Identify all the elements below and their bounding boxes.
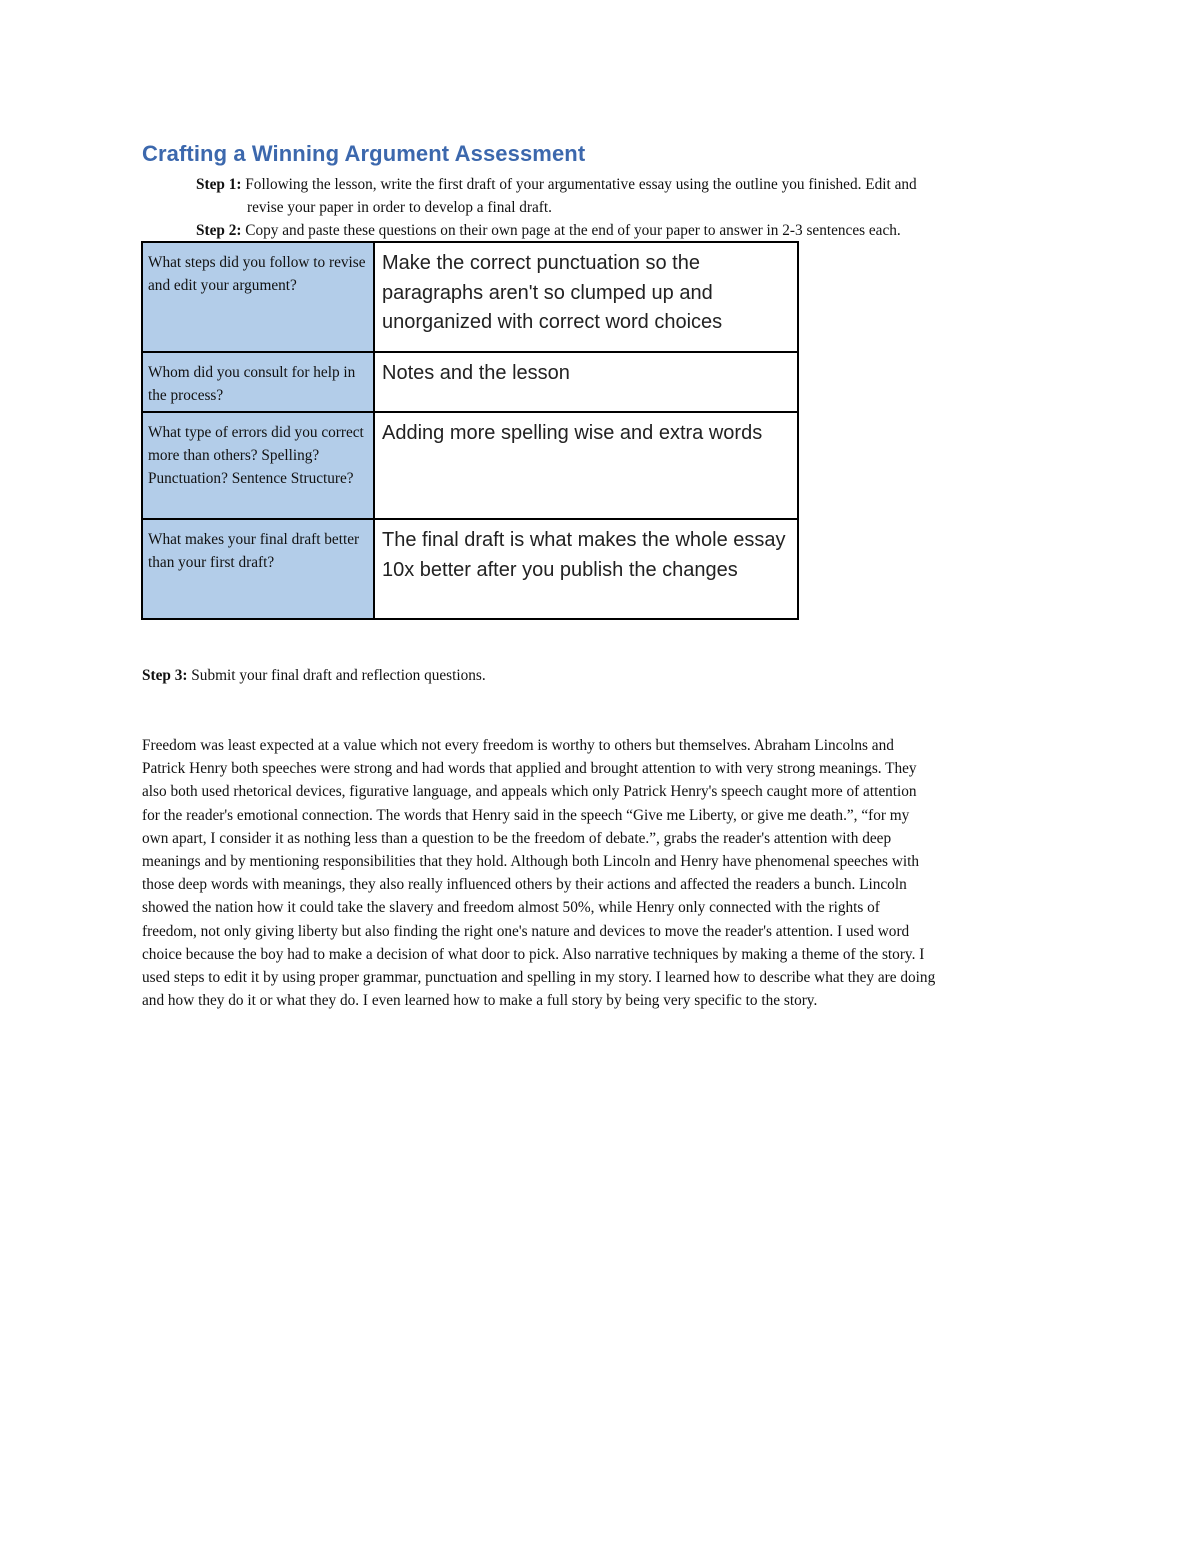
reflection-table: [141, 241, 799, 620]
step-1-label: Step 1:: [196, 176, 242, 193]
step-1-text: Following the lesson, write the first draft of your argumentative essay using the outline you finished. Edit and: [241, 176, 917, 193]
question-cell: Whom did you consult for help in the process?: [142, 352, 374, 412]
step-3-label: Step 3:: [142, 667, 188, 684]
table-row: [142, 242, 798, 352]
page-title: Crafting a Winning Argument Assessment: [142, 141, 586, 166]
answer-cell: Adding more spelling wise and extra words: [374, 412, 798, 519]
step-3-text: Submit your final draft and reflection questions.: [187, 667, 486, 684]
table-row: [142, 519, 798, 619]
step-1-instruction: [196, 173, 917, 196]
essay-line: meanings and by mentioning responsibilities that they hold. Although both Lincoln and Henry have phenomenal speeches with: [142, 853, 920, 871]
essay-line: own apart, I consider it as nothing less than a question to be the freedom of debate.”, grabs the reader's attention with deep: [142, 829, 892, 847]
essay-line: Patrick Henry both speeches were strong and had words that applied and brought attention to with very strong meanings. They: [142, 760, 917, 778]
answer-cell: The final draft is what makes the whole essay 10x better after you publish the changes: [374, 519, 798, 619]
table-row: [142, 412, 798, 519]
question-cell: What makes your final draft better than your first draft?: [142, 519, 374, 619]
essay-line: freedom, not only giving liberty but also finding the right one's nature and devices to move the reader's attention. I used word: [142, 922, 910, 940]
answer-cell: Notes and the lesson: [374, 352, 798, 412]
step-3-instruction: [142, 664, 486, 687]
question-cell: What type of errors did you correct more than others? Spelling? Punctuation? Sentence Structure?: [142, 412, 374, 519]
essay-line: choice because the boy had to make a decision of what door to pick. Also narrative techniques by making a theme of the story. I: [142, 945, 925, 963]
step-2-text: Copy and paste these questions on their own page at the end of your paper to answer in 2-3 sentences each.: [241, 222, 901, 239]
essay-line: Freedom was least expected at a value which not every freedom is worthy to others but themselves. Abraham Lincolns and: [142, 737, 894, 754]
table-row: [142, 352, 798, 412]
essay-line: also both used rhetorical devices, figurative language, and appeals which only Patrick Henry's speech caught more of attention: [142, 783, 917, 801]
essay-line: used steps to edit it by using proper grammar, punctuation and spelling in my story. I learned how to describe what they are doing: [142, 969, 936, 987]
answer-cell: Make the correct punctuation so the paragraphs aren't so clumped up and unorganized with correct word choices: [374, 242, 798, 352]
step-1-text-continued: revise your paper in order to develop a final draft.: [247, 199, 552, 216]
step-2-instruction: [196, 219, 901, 242]
question-cell: What steps did you follow to revise and edit your argument?: [142, 242, 374, 352]
essay-paragraph: [142, 734, 1072, 1012]
essay-line: those deep words with meanings, they also really influenced others by their actions and affected the readers a bunch. Lincoln: [142, 876, 907, 894]
essay-line: and how they do it or what they do. I even learned how to make a full story by being very specific to the story.: [142, 992, 818, 1010]
essay-line: showed the nation how it could take the slavery and freedom almost 50%, while Henry only connected with the rights of: [142, 899, 880, 917]
essay-line: for the reader's emotional connection. The words that Henry said in the speech “Give me Liberty, or give me death.”, “for my: [142, 806, 910, 824]
step-2-label: Step 2:: [196, 222, 242, 239]
